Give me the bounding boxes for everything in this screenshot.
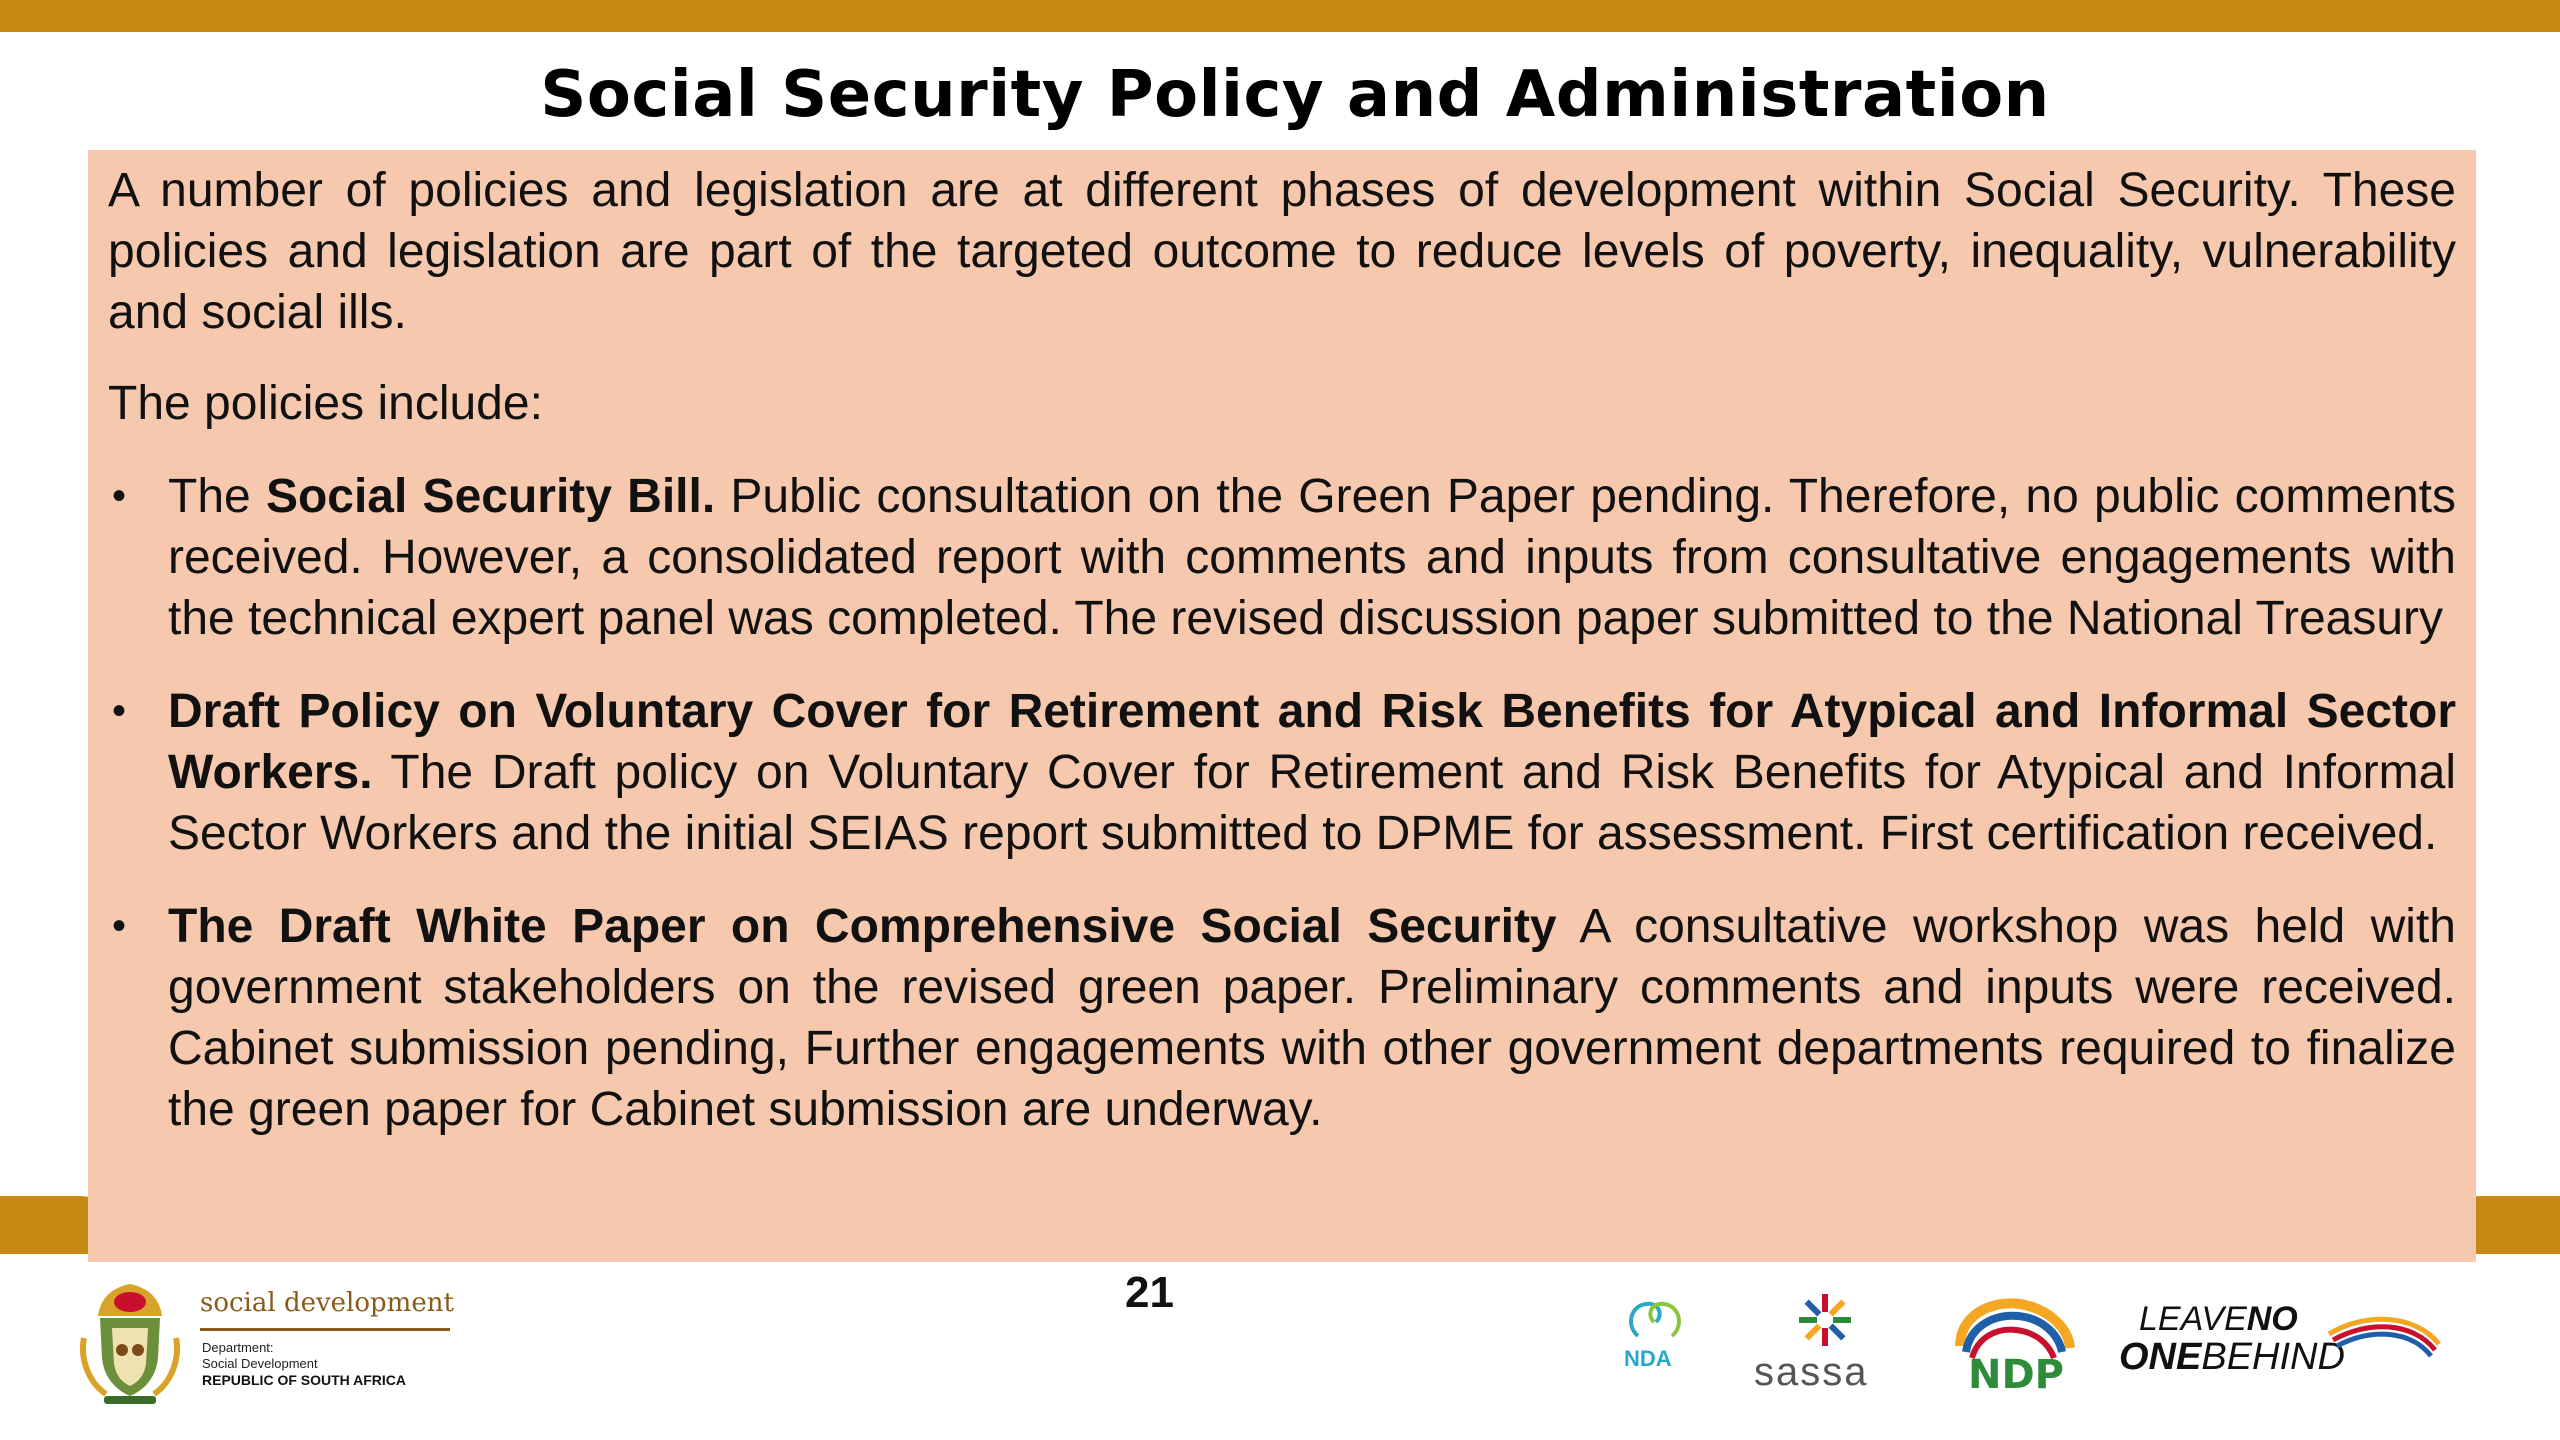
- bullet-icon: •: [112, 689, 127, 733]
- policy-title: The Draft White Paper on Comprehensive Social Security: [168, 900, 1557, 953]
- dsd-country: REPUBLIC OF SOUTH AFRICA: [202, 1372, 407, 1388]
- slide-title: Social Security Policy and Administration: [540, 58, 2050, 132]
- dsd-name: social development: [200, 1288, 454, 1318]
- coat-of-arms-icon: [70, 1278, 190, 1408]
- lnob-line2: ONEBEHIND: [2119, 1336, 2345, 1378]
- content-panel: [88, 150, 2476, 1262]
- policy-text: The Draft policy on Voluntary Cover for Retirement and Risk Benefits for Atypical and Informal Sector Workers and the initial SEIAS report submitted to DPME for assessment. First certification received.: [168, 746, 2456, 860]
- dsd-department: [202, 1340, 318, 1372]
- page-number: 21: [1125, 1268, 1174, 1317]
- nda-logo: [1620, 1296, 1690, 1396]
- lnob-line1: LEAVENO: [2139, 1300, 2298, 1338]
- policy-list: [108, 466, 2456, 1140]
- divider: [200, 1328, 450, 1331]
- policy-item: [108, 896, 2456, 1140]
- top-accent-bar: [0, 0, 2560, 32]
- policy-title: Social Security Bill.: [265, 470, 716, 523]
- dsd-dept-line2: Social Development: [202, 1356, 318, 1371]
- policy-text: Public consultation on the Green Paper pending. Therefore, no public comments received. However, a consolidated report with comments and inputs from consultative engagements with the technical expert panel was completed. The revised discussion paper submitted to the National Treasury: [168, 470, 2457, 645]
- policies-lead: The policies include:: [108, 377, 543, 430]
- intro-paragraph: A number of policies and legislation are at different phases of development within Social Security. These policies and legislation are part of the targeted outcome to reduce levels of poverty, inequality, vulnerability and social ills.: [108, 164, 2456, 339]
- sassa-logo: [1750, 1292, 1900, 1402]
- nda-swirl-icon: [1620, 1296, 1690, 1346]
- bullet-icon: •: [112, 904, 127, 948]
- policy-text: A consultative workshop was held with government stakeholders on the revised green paper. Preliminary comments and inputs were received. Cabinet submission pending, Further engagements with other government departments required to finalize the green paper for Cabinet submission are underway.: [168, 900, 2456, 1136]
- policy-item: [108, 681, 2456, 864]
- ndp-label: NDP: [1968, 1352, 2064, 1396]
- policy-item: [108, 466, 2456, 649]
- ndp-logo-icon: [1950, 1296, 2080, 1396]
- leave-no-one-behind-logo: [2115, 1300, 2455, 1380]
- lnob-swoosh-icon: [2325, 1304, 2445, 1374]
- nda-label: NDA: [1624, 1346, 1672, 1371]
- bullet-icon: •: [112, 474, 127, 518]
- sassa-emblem-icon: [1750, 1292, 1900, 1348]
- policy-prefix: The: [168, 470, 266, 523]
- dsd-logo: [70, 1278, 470, 1418]
- sassa-label: sassa: [1754, 1350, 1869, 1394]
- dsd-dept-line1: Department:: [202, 1340, 274, 1355]
- policy-title: Draft Policy on Voluntary Cover for Retirement and Risk Benefits for Atypical and Informal Sector Workers.: [168, 685, 2456, 799]
